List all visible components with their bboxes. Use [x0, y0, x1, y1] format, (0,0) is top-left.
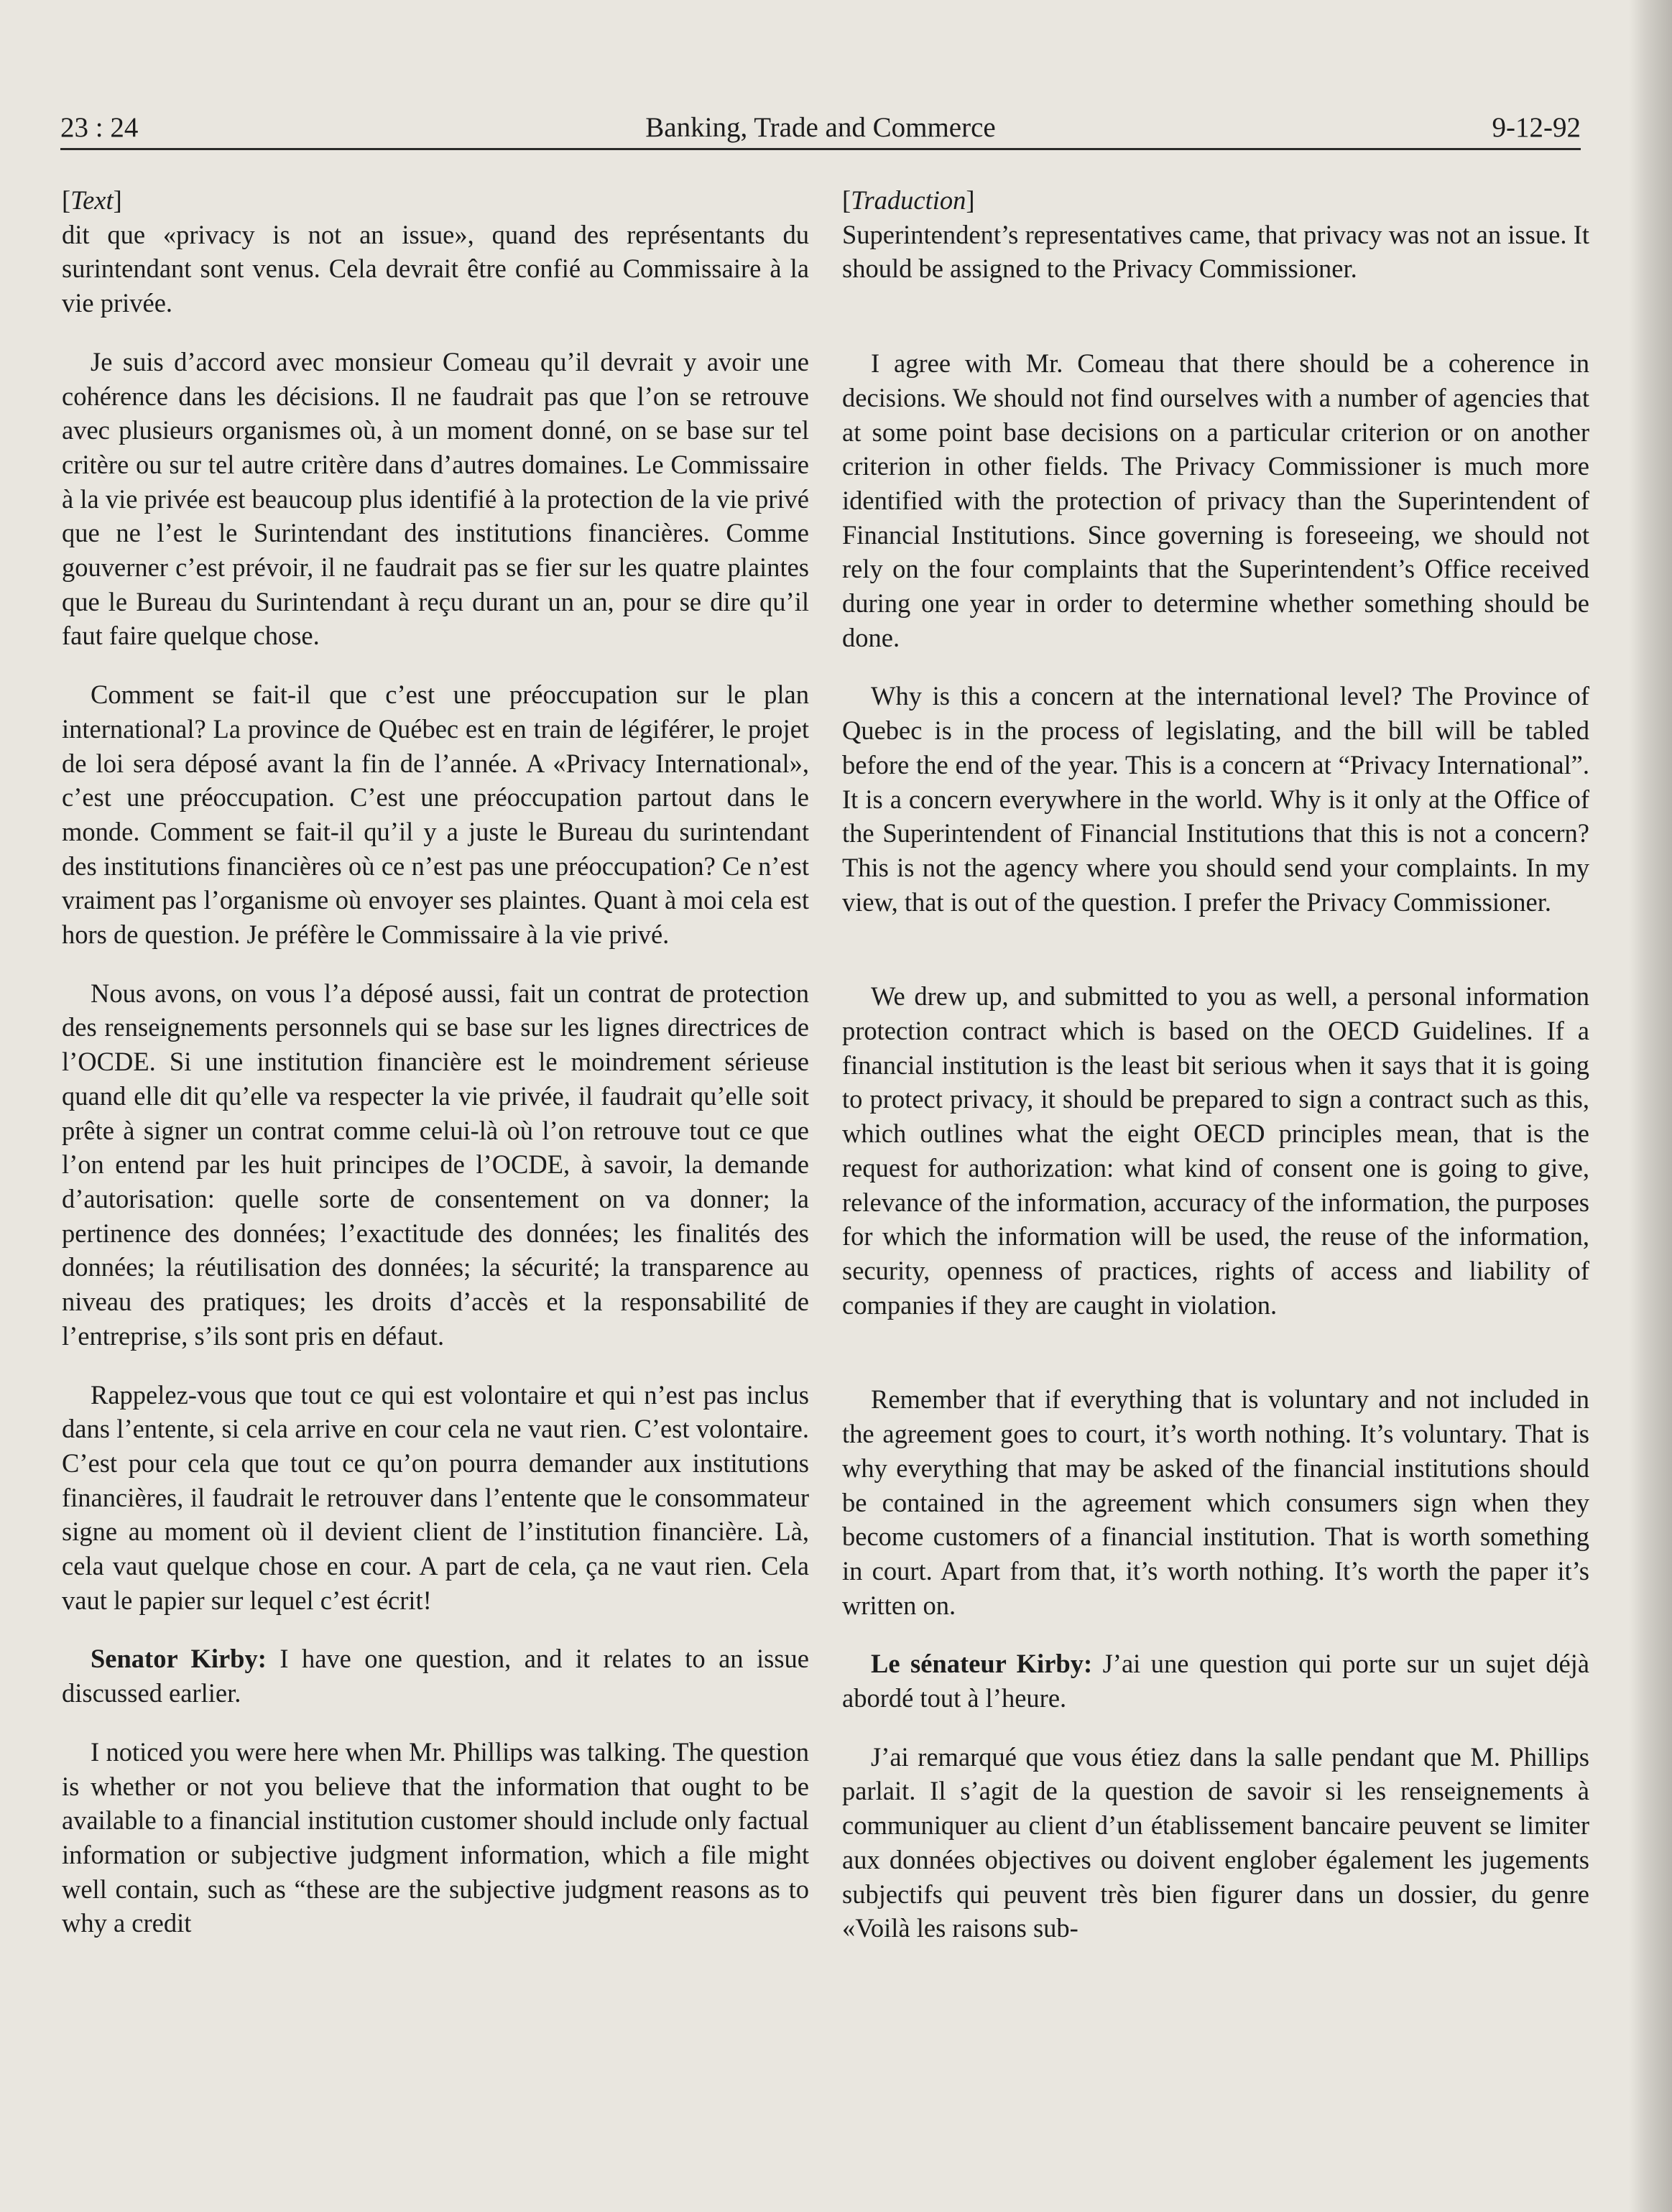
paragraph: I noticed you were here when Mr. Phillips was talking. The question is whether or not you believe that the information that ought to be available to a financial institution customer should include only factual information or subjective judgment information, which a file might well contain, such as “these are the subjective judgment reasons as to why a credit [62, 1736, 809, 1938]
paragraph: dit que «privacy is not an issue», quand des représentants du surintendant sont venus. Cela devrait être confié au Commissaire à la vie privée. [62, 219, 809, 318]
page-edge-shadow [1629, 0, 1672, 2212]
page-date: 9-12-92 [1492, 112, 1581, 143]
paragraph: Why is this a concern at the international level? The Province of Quebec is in the process of legislating, and the bill will be tabled before the end of the year. This is a concern at “Privacy International”. It is a concern everywhere in the world. Why is it only at the Office of the Superintendent of Financial Institutions that this is not a concern? This is not the agency where you should send your complaints. In my view, that is out of the question. I prefer the Privacy Commissioner. [842, 681, 1589, 917]
speaker-name: Le sénateur Kirby: [871, 1649, 1093, 1679]
paragraph: Superintendent’s representatives came, that privacy was not an issue. It should be assigned to the Privacy Commissioner. [842, 219, 1589, 284]
page-header [60, 108, 1581, 150]
paragraph: Comment se fait-il que c’est une préoccupation sur le plan international? La province de Québec est en train de légiférer, le projet de loi sera déposé avant la fin de l’année. A «Privacy International», c’est une préoccupation. C’est une préoccupation partout dans le monde. Comment se fait-il qu’il y a juste le Bureau du surintendant des institutions financières où ce n’est pas une préoccupation? Ce n’est vraiment pas l’organisme où envoyer ses plaintes. Quant à moi cela est hors de question. Je préfère le Commissaire à la vie privé. [62, 680, 809, 950]
right-column [842, 183, 1589, 1945]
paragraph: Remember that if everything that is voluntary and not included in the agreement goes to court, it’s worth nothing. It’s voluntary. That is why everything that may be asked of the financial institutions should be contained in the agreement which consumers sign when they become customers of a financial institution. That is worth something in court. Apart from that, it’s worth nothing. It’s worth the paper it’s written on. [842, 1384, 1589, 1620]
column-label: [Traduction] [842, 185, 975, 215]
speaker-paragraph: Le sénateur Kirby: J’ai une question qui porte sur un sujet déjà abordé tout à l’heure. [842, 1649, 1590, 1713]
left-column [62, 183, 809, 1940]
page-number: 23 : 24 [60, 112, 139, 143]
speaker-name: Senator Kirby: [91, 1644, 267, 1674]
column-label: [Text] [62, 185, 122, 215]
paragraph: We drew up, and submitted to you as well, a personal information protection contract which is based on the OECD Guidelines. If a financial institution is the least bit serious when it says that it is going to protect privacy, it should be prepared to sign a contract such as this, which outlines what the eight OECD principles mean, that is the request for authorization: what kind of consent one is going to give, relevance of the information, accuracy of the information, the purposes for which the information will be used, the reuse of the information, security, openness of practices, rights of access and liability of companies if they are caught in violation. [842, 981, 1589, 1320]
page-title: Banking, Trade and Commerce [645, 112, 996, 143]
paragraph: I agree with Mr. Comeau that there should be a coherence in decisions. We should not find ourselves with a number of agencies that at some point base decisions on a particular criterion or on another criterion in other fields. The Privacy Commissioner is much more identified with the protection of privacy than the Superintendent of Financial Institutions. Since governing is foreseeing, we should not rely on the four complaints that the Superintendent’s Office received during one year in order to determine whether something should be done. [842, 348, 1589, 652]
paragraph: Rappelez-vous que tout ce qui est volontaire et qui n’est pas inclus dans l’entente, si cela arrive en cour cela ne vaut rien. C’est volontaire. C’est pour cela que tout ce qu’on pourra demander aux institutions financières, il faudrait le retrouver dans l’entente que le consommateur signe au moment où il devient client de l’institution financière. Là, cela vaut quelque chose en cour. A part de cela, ça ne vaut rien. Cela vaut le papier sur lequel c’est écrit! [62, 1379, 809, 1615]
paragraph: J’ai remarqué que vous étiez dans la salle pendant que M. Phillips parlait. Il s’agit de la question de savoir si les renseignements à communiquer au client d’un établissement bancaire peuvent se limiter aux données objectives ou doivent englober également les jugements subjectifs qui peuvent très bien figurer dans un dossier, du genre «Voilà les raisons sub- [842, 1741, 1589, 1943]
paragraph: Je suis d’accord avec monsieur Comeau qu’il devrait y avoir une cohérence dans les décisions. Il ne faudrait pas que l’on se retrouve avec plusieurs organismes où, à un moment donné, on se base sur tel critère ou sur tel autre critère dans d’autres domaines. Le Commissaire à la vie privée est beaucoup plus identifié à la protection de la vie privé que ne l’est le Surintendant des institutions financières. Comme gouverner c’est prévoir, il ne faudrait pas se fier sur les quatre plaintes que le Bureau du Surintendant à reçu durant un an, pour se dire qu’il faut faire quelque chose. [62, 346, 809, 651]
paragraph: Nous avons, on vous l’a déposé aussi, fait un contrat de protection des renseignements personnels qui se base sur les lignes directrices de l’OCDE. Si une institution financière est le moindrement sérieuse quand elle dit qu’elle va respecter la vie privée, il faudrait qu’elle soit prête à signer un contrat comme celui-là où l’on retrouve tout ce que l’on entend par les huit principes de l’OCDE, à savoir, la demande d’autorisation: quelle sorte de consentement on va donner; la pertinence des données; l’exactitude des données; les finalités des données; la réutilisation des données; la sécurité; la transparence au niveau des pratiques; les droits d’accès et la responsabilité de l’entreprise, s’ils sont pris en défaut. [62, 978, 809, 1351]
speaker-paragraph: Senator Kirby: I have one question, and it relates to an issue discussed earlier. [62, 1644, 809, 1708]
